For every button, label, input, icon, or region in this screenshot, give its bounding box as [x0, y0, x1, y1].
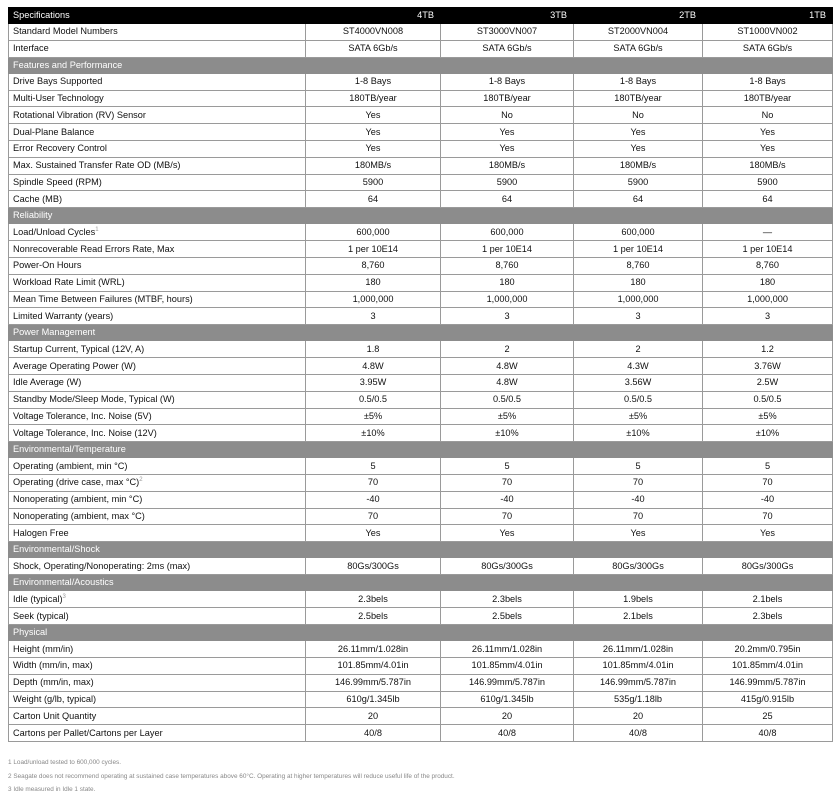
spec-label: [9, 358, 306, 375]
spec-value: 146.99mm/5.787in: [574, 674, 703, 691]
footnote: 1 Load/unload tested to 600,000 cycles.: [8, 759, 121, 766]
spec-label: [9, 291, 306, 308]
spec-row: [9, 591, 833, 608]
spec-row: [9, 475, 833, 492]
spec-label-text: Shock, Operating/Nonoperating: 2ms (max): [13, 560, 191, 571]
spec-label-text: Error Recovery Control: [13, 143, 107, 154]
spec-value: 0.5/0.5: [703, 391, 833, 408]
spec-label: [9, 274, 306, 291]
spec-value: 70: [306, 475, 441, 492]
section-title: Power Management: [9, 325, 833, 341]
spec-value: 1.8: [306, 341, 441, 358]
spec-row: [9, 124, 833, 141]
spec-value: 8,760: [441, 257, 574, 274]
spec-label: [9, 725, 306, 742]
spec-value: 5: [574, 458, 703, 475]
spec-label: [9, 525, 306, 542]
section-title: Environmental/Shock: [9, 542, 833, 558]
spec-value: 4.8W: [441, 358, 574, 375]
spec-value: 26.11mm/1.028in: [441, 641, 574, 658]
spec-value: 20: [574, 708, 703, 725]
spec-value: 180MB/s: [574, 157, 703, 174]
spec-label: [9, 491, 306, 508]
spec-label-text: Drive Bays Supported: [13, 76, 103, 87]
spec-label: [9, 425, 306, 442]
spec-value: 20: [441, 708, 574, 725]
spec-value: 64: [441, 191, 574, 208]
spec-value: 64: [574, 191, 703, 208]
spec-value: ±10%: [703, 425, 833, 442]
spec-row: [9, 274, 833, 291]
spec-value: 3: [703, 308, 833, 325]
footnote-marker: 3: [62, 593, 66, 600]
spec-value: 8,760: [306, 257, 441, 274]
spec-row: [9, 425, 833, 442]
spec-value: 610g/1.345lb: [306, 691, 441, 708]
spec-label: [9, 558, 306, 575]
spec-row: [9, 191, 833, 208]
spec-value: 101.85mm/4.01in: [441, 658, 574, 675]
footnote-marker: 1: [95, 226, 99, 233]
section-header: [9, 325, 833, 341]
spec-value: 600,000: [574, 224, 703, 241]
spec-label-text: Cartons per Pallet/Cartons per Layer: [13, 727, 163, 738]
spec-label-text: Mean Time Between Failures (MTBF, hours): [13, 293, 193, 304]
spec-value: ST2000VN004: [574, 24, 703, 41]
spec-value: 180: [574, 274, 703, 291]
spec-value: 180: [306, 274, 441, 291]
spec-table-body: [9, 24, 833, 742]
spec-value: Yes: [703, 525, 833, 542]
spec-table: [8, 7, 833, 742]
spec-value: 3: [441, 308, 574, 325]
spec-value: SATA 6Gb/s: [306, 40, 441, 57]
spec-row: [9, 224, 833, 241]
spec-value: 70: [574, 475, 703, 492]
spec-value: 80Gs/300Gs: [441, 558, 574, 575]
spec-label-text: Nonrecoverable Read Errors Rate, Max: [13, 243, 175, 254]
spec-value: 180TB/year: [306, 90, 441, 107]
spec-value: ±10%: [441, 425, 574, 442]
spec-value: No: [441, 107, 574, 124]
spec-value: 1,000,000: [441, 291, 574, 308]
section-title: Reliability: [9, 208, 833, 224]
spec-label-text: Startup Current, Typical (12V, A): [13, 343, 145, 354]
spec-value: 4.8W: [306, 358, 441, 375]
spec-value: ±5%: [306, 408, 441, 425]
spec-label-text: Rotational Vibration (RV) Sensor: [13, 109, 146, 120]
spec-label: [9, 174, 306, 191]
spec-row: [9, 374, 833, 391]
spec-value: -40: [306, 491, 441, 508]
spec-label: [9, 674, 306, 691]
spec-label-text: Cache (MB): [13, 193, 63, 204]
spec-value: 2.5bels: [306, 608, 441, 625]
spec-value: 40/8: [574, 725, 703, 742]
spec-value: 1-8 Bays: [574, 73, 703, 90]
spec-value: 180: [441, 274, 574, 291]
spec-value: 0.5/0.5: [441, 391, 574, 408]
spec-value: SATA 6Gb/s: [703, 40, 833, 57]
spec-value: 5900: [574, 174, 703, 191]
spec-value: 0.5/0.5: [574, 391, 703, 408]
spec-sheet: [8, 7, 826, 797]
spec-label-text: Carton Unit Quantity: [13, 710, 97, 721]
spec-value: 180MB/s: [441, 157, 574, 174]
spec-value: SATA 6Gb/s: [441, 40, 574, 57]
spec-value: Yes: [306, 140, 441, 157]
spec-row: [9, 157, 833, 174]
spec-row: [9, 107, 833, 124]
spec-value: 70: [441, 508, 574, 525]
spec-label: [9, 308, 306, 325]
spec-value: 70: [306, 508, 441, 525]
spec-value: ±10%: [306, 425, 441, 442]
spec-row: [9, 408, 833, 425]
spec-value: 3.95W: [306, 374, 441, 391]
spec-value: Yes: [703, 140, 833, 157]
spec-value: 5: [306, 458, 441, 475]
spec-value: 1 per 10E14: [441, 241, 574, 258]
spec-value: 3: [306, 308, 441, 325]
spec-value: 610g/1.345lb: [441, 691, 574, 708]
spec-label-text: Nonoperating (ambient, min °C): [13, 494, 143, 505]
header-1tb: 1TB: [703, 8, 833, 24]
spec-label-text: Max. Sustained Transfer Rate OD (MB/s): [13, 160, 181, 171]
spec-value: 1,000,000: [574, 291, 703, 308]
spec-value: 180TB/year: [574, 90, 703, 107]
spec-value: 2: [441, 341, 574, 358]
spec-value: Yes: [574, 140, 703, 157]
spec-label: [9, 708, 306, 725]
spec-row: [9, 341, 833, 358]
spec-value: 70: [703, 508, 833, 525]
spec-label-text: Dual-Plane Balance: [13, 126, 95, 137]
spec-label: [9, 475, 306, 492]
spec-row: [9, 391, 833, 408]
spec-value: Yes: [441, 525, 574, 542]
spec-label: [9, 90, 306, 107]
spec-value: Yes: [441, 140, 574, 157]
spec-value: 146.99mm/5.787in: [306, 674, 441, 691]
spec-row: [9, 708, 833, 725]
spec-value: Yes: [306, 525, 441, 542]
footnote: 3 Idle measured in Idle 1 state.: [8, 786, 96, 793]
spec-value: 5900: [703, 174, 833, 191]
spec-value: Yes: [574, 525, 703, 542]
spec-value: ST3000VN007: [441, 24, 574, 41]
spec-label: [9, 73, 306, 90]
spec-value: ±5%: [703, 408, 833, 425]
spec-value: 1-8 Bays: [306, 73, 441, 90]
spec-value: 1 per 10E14: [574, 241, 703, 258]
spec-value: 5900: [441, 174, 574, 191]
spec-label: [9, 691, 306, 708]
spec-value: -40: [703, 491, 833, 508]
spec-label-text: Multi-User Technology: [13, 92, 104, 103]
spec-row: [9, 491, 833, 508]
section-header: [9, 442, 833, 458]
spec-value: 3.56W: [574, 374, 703, 391]
spec-value: 40/8: [306, 725, 441, 742]
header-2tb: 2TB: [574, 8, 703, 24]
spec-row: [9, 90, 833, 107]
spec-row: [9, 308, 833, 325]
spec-value: 101.85mm/4.01in: [306, 658, 441, 675]
spec-label: [9, 408, 306, 425]
spec-value: 40/8: [703, 725, 833, 742]
spec-row: [9, 608, 833, 625]
spec-value: 2.5W: [703, 374, 833, 391]
spec-value: ST4000VN008: [306, 24, 441, 41]
spec-label-text: Workload Rate Limit (WRL): [13, 277, 125, 288]
spec-value: 2: [574, 341, 703, 358]
spec-label: [9, 257, 306, 274]
spec-value: 2.3bels: [306, 591, 441, 608]
header-3tb: 3TB: [441, 8, 574, 24]
spec-value: 180MB/s: [306, 157, 441, 174]
spec-value: 3.76W: [703, 358, 833, 375]
spec-value: SATA 6Gb/s: [574, 40, 703, 57]
spec-value: 2.1bels: [703, 591, 833, 608]
spec-value: 5: [703, 458, 833, 475]
spec-row: [9, 257, 833, 274]
spec-value: -40: [441, 491, 574, 508]
spec-value: ±5%: [574, 408, 703, 425]
spec-value: 600,000: [306, 224, 441, 241]
spec-label: [9, 241, 306, 258]
spec-value: 70: [574, 508, 703, 525]
spec-label-text: Seek (typical): [13, 610, 69, 621]
spec-value: 5900: [306, 174, 441, 191]
spec-label-text: Height (mm/in): [13, 643, 74, 654]
spec-value: Yes: [306, 107, 441, 124]
spec-label-text: Idle Average (W): [13, 377, 82, 388]
spec-label: [9, 608, 306, 625]
spec-label-text: Halogen Free: [13, 527, 69, 538]
spec-value: 40/8: [441, 725, 574, 742]
spec-value: 1-8 Bays: [441, 73, 574, 90]
spec-label: [9, 341, 306, 358]
section-header: [9, 542, 833, 558]
spec-value: Yes: [703, 124, 833, 141]
spec-value: 1.9bels: [574, 591, 703, 608]
spec-label-text: Operating (drive case, max °C): [13, 477, 140, 488]
spec-value: 20.2mm/0.795in: [703, 641, 833, 658]
spec-value: 70: [441, 475, 574, 492]
spec-value: 26.11mm/1.028in: [306, 641, 441, 658]
spec-value: 4.3W: [574, 358, 703, 375]
spec-label: [9, 107, 306, 124]
spec-value: 146.99mm/5.787in: [703, 674, 833, 691]
spec-label-text: Depth (mm/in, max): [13, 677, 94, 688]
spec-value: 2.3bels: [703, 608, 833, 625]
spec-label-text: Weight (g/lb, typical): [13, 694, 97, 704]
spec-label-text: Load/Unload Cycles: [13, 226, 96, 237]
spec-value: -40: [574, 491, 703, 508]
spec-row: [9, 558, 833, 575]
header-specifications: Specifications: [9, 8, 306, 24]
spec-label-text: Standard Model Numbers: [13, 26, 118, 37]
spec-value: ST1000VN002: [703, 24, 833, 41]
spec-value: 64: [703, 191, 833, 208]
header-4tb: 4TB: [306, 8, 441, 24]
section-header: [9, 625, 833, 641]
spec-value: 80Gs/300Gs: [574, 558, 703, 575]
spec-value: 80Gs/300Gs: [306, 558, 441, 575]
spec-value: 415g/0.915lb: [703, 691, 833, 708]
spec-label-text: Standby Mode/Sleep Mode, Typical (W): [13, 394, 175, 405]
section-title: Physical: [9, 625, 833, 641]
spec-value: 5: [441, 458, 574, 475]
section-header: [9, 208, 833, 224]
spec-row: [9, 458, 833, 475]
spec-value: —: [703, 224, 833, 241]
spec-label: [9, 191, 306, 208]
spec-label-text: Spindle Speed (RPM): [13, 176, 102, 187]
spec-value: 3: [574, 308, 703, 325]
spec-label: [9, 374, 306, 391]
spec-row: [9, 691, 833, 708]
spec-label: [9, 24, 306, 41]
spec-label: [9, 157, 306, 174]
spec-label-text: Average Operating Power (W): [13, 360, 136, 371]
spec-label: [9, 641, 306, 658]
header-row: [9, 8, 833, 24]
spec-value: 20: [306, 708, 441, 725]
spec-row: [9, 241, 833, 258]
spec-label-text: Operating (ambient, min °C): [13, 460, 128, 471]
spec-label: [9, 391, 306, 408]
spec-row: [9, 73, 833, 90]
spec-value: 180TB/year: [703, 90, 833, 107]
spec-row: [9, 358, 833, 375]
spec-value: 180: [703, 274, 833, 291]
section-header: [9, 57, 833, 73]
spec-row: [9, 174, 833, 191]
spec-value: 1-8 Bays: [703, 73, 833, 90]
spec-value: Yes: [574, 124, 703, 141]
spec-row: [9, 24, 833, 41]
footnote: 2 Seagate does not recommend operating at sustained case temperatures above 60°C. Operating at higher temperatures will reduce useful life of the product.: [8, 772, 455, 780]
spec-value: No: [574, 107, 703, 124]
spec-value: 1 per 10E14: [306, 241, 441, 258]
spec-row: [9, 658, 833, 675]
spec-row: [9, 40, 833, 57]
spec-value: 101.85mm/4.01in: [574, 658, 703, 675]
spec-value: No: [703, 107, 833, 124]
section-title: Features and Performance: [9, 57, 833, 73]
spec-row: [9, 525, 833, 542]
spec-row: [9, 508, 833, 525]
spec-label: [9, 140, 306, 157]
spec-label-text: Nonoperating (ambient, max °C): [13, 511, 145, 522]
spec-value: 26.11mm/1.028in: [574, 641, 703, 658]
spec-label-text: Voltage Tolerance, Inc. Noise (12V): [13, 427, 157, 438]
spec-label: [9, 124, 306, 141]
spec-value: 2.1bels: [574, 608, 703, 625]
spec-label: [9, 40, 306, 57]
spec-value: 535g/1.18lb: [574, 691, 703, 708]
spec-label-text: Interface: [13, 43, 49, 54]
spec-value: 80Gs/300Gs: [703, 558, 833, 575]
spec-value: 2.5bels: [441, 608, 574, 625]
spec-value: 180TB/year: [441, 90, 574, 107]
spec-value: 600,000: [441, 224, 574, 241]
footnote-marker: 2: [139, 477, 143, 484]
spec-value: Yes: [441, 124, 574, 141]
spec-label: [9, 224, 306, 241]
spec-label: [9, 591, 306, 608]
spec-value: 1 per 10E14: [703, 241, 833, 258]
footnotes: [8, 756, 793, 797]
spec-value: Yes: [306, 124, 441, 141]
spec-row: [9, 641, 833, 658]
spec-value: ±10%: [574, 425, 703, 442]
spec-value: 0.5/0.5: [306, 391, 441, 408]
spec-value: 4.8W: [441, 374, 574, 391]
section-title: Environmental/Temperature: [9, 442, 833, 458]
spec-value: 64: [306, 191, 441, 208]
spec-label-text: Idle (typical): [13, 593, 63, 604]
spec-row: [9, 140, 833, 157]
spec-value: 2.3bels: [441, 591, 574, 608]
spec-label: [9, 458, 306, 475]
spec-label-text: Power-On Hours: [13, 260, 82, 271]
spec-row: [9, 674, 833, 691]
spec-value: 25: [703, 708, 833, 725]
spec-label-text: Width (mm/in, max): [13, 660, 93, 671]
spec-label: [9, 658, 306, 675]
spec-value: 101.85mm/4.01in: [703, 658, 833, 675]
section-title: Environmental/Acoustics: [9, 575, 833, 591]
spec-label-text: Voltage Tolerance, Inc. Noise (5V): [13, 410, 152, 421]
spec-value: 1.2: [703, 341, 833, 358]
spec-value: 1,000,000: [306, 291, 441, 308]
spec-label-text: Limited Warranty (years): [13, 310, 114, 321]
spec-label: [9, 508, 306, 525]
spec-value: 8,760: [703, 257, 833, 274]
spec-row: [9, 725, 833, 742]
spec-value: 180MB/s: [703, 157, 833, 174]
spec-value: 1,000,000: [703, 291, 833, 308]
spec-row: [9, 291, 833, 308]
spec-value: ±5%: [441, 408, 574, 425]
spec-value: 146.99mm/5.787in: [441, 674, 574, 691]
spec-value: 70: [703, 475, 833, 492]
spec-value: 8,760: [574, 257, 703, 274]
section-header: [9, 575, 833, 591]
